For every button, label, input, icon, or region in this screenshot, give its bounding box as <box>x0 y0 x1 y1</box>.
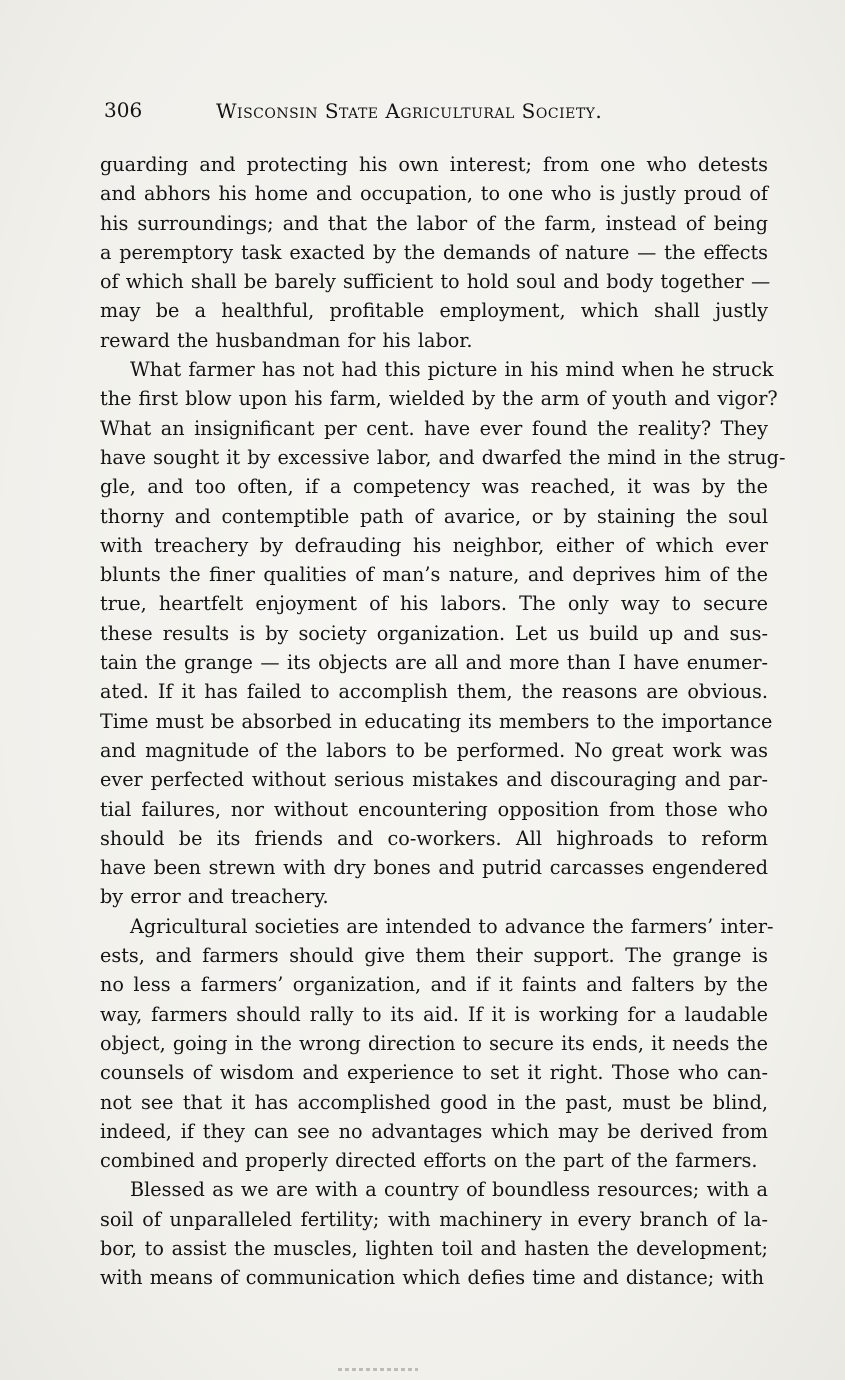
text-line: no less a farmers’ organization, and if it faints and falters by the <box>100 973 768 997</box>
text-line: tain the grange — its objects are all and more than I have enumer- <box>100 651 768 675</box>
text-line: reward the husbandman for his labor. <box>100 328 473 352</box>
text-line: object, going in the wrong direction to secure its ends, it needs the <box>100 1031 768 1055</box>
page-header <box>104 95 744 127</box>
paragraph <box>100 912 774 1176</box>
page-number: 306 <box>104 98 143 122</box>
text-line: blunts the finer qualities of man’s nature, and deprives him of the <box>100 563 768 587</box>
body-text <box>100 150 786 1293</box>
text-line: these results is by society organization. Let us build up and sus- <box>100 621 768 645</box>
text-line: and magnitude of the labors to be performed. No great work was <box>100 738 768 762</box>
text-line: true, heartfelt enjoyment of his labors. The only way to secure <box>100 592 768 616</box>
text-line: ated. If it has failed to accomplish them, the reasons are obvious. <box>100 680 768 704</box>
text-line: indeed, if they can see no advantages which may be derived from <box>100 1119 768 1143</box>
text-line: ever perfected without serious mistakes and discouraging and par- <box>100 768 768 792</box>
text-line: way, farmers should rally to its aid. If it is working for a laudable <box>100 1002 768 1026</box>
text-line: not see that it has accomplished good in the past, must be blind, <box>100 1090 768 1114</box>
text-line: combined and properly directed efforts on the part of the farmers. <box>100 1149 758 1173</box>
footer-rule <box>338 1368 418 1371</box>
text-line: with means of communication which defies time and distance; with <box>100 1266 764 1290</box>
text-line: the first blow upon his farm, wielded by the arm of youth and vigor? <box>100 387 778 411</box>
paragraph <box>100 355 786 912</box>
text-line: What farmer has not had this picture in his mind when he struck <box>130 358 774 382</box>
text-line: counsels of wisdom and experience to set it right. Those who can- <box>100 1061 768 1085</box>
text-line: What an insignificant per cent. have ever found the reality? They <box>100 416 768 440</box>
text-line: Agricultural societies are intended to advance the farmers’ inter- <box>130 914 774 938</box>
text-line: bor, to assist the muscles, lighten toil and hasten the development; <box>100 1236 768 1260</box>
text-line: and abhors his home and occupation, to one who is justly proud of <box>100 182 768 206</box>
text-line: have sought it by excessive labor, and dwarfed the mind in the strug- <box>100 445 786 469</box>
text-line: may be a healthful, profitable employment, which shall justly <box>100 299 768 323</box>
text-line: thorny and contemptible path of avarice, or by staining the soul <box>100 504 768 528</box>
text-line: Time must be absorbed in educating its members to the importance <box>100 709 773 733</box>
text-line: with treachery by defrauding his neighbor, either of which ever <box>100 533 768 557</box>
text-line: Blessed as we are with a country of boundless resources; with a <box>130 1178 768 1202</box>
text-line: by error and treachery. <box>100 885 329 909</box>
paragraph <box>100 1175 768 1292</box>
text-line: guarding and protecting his own interest; from one who detests <box>100 153 768 176</box>
text-line: should be its friends and co-workers. All highroads to reform <box>100 826 768 850</box>
text-line: gle, and too often, if a competency was reached, it was by the <box>100 475 768 499</box>
text-line: have been strewn with dry bones and putrid carcasses engendered <box>100 856 768 880</box>
running-head: Wisconsin State Agricultural Society. <box>216 99 603 123</box>
text-line: a peremptory task exacted by the demands of nature — the effects <box>100 240 768 264</box>
text-line: soil of unparalleled fertility; with machinery in every branch of la- <box>100 1207 768 1231</box>
text-line: his surroundings; and that the labor of the farm, instead of being <box>100 211 768 235</box>
text-line: tial failures, nor without encountering opposition from those who <box>100 797 768 821</box>
text-line: of which shall be barely sufficient to hold soul and body together — <box>100 270 771 294</box>
text-line: ests, and farmers should give them their support. The grange is <box>100 944 768 968</box>
paragraph <box>100 150 771 355</box>
